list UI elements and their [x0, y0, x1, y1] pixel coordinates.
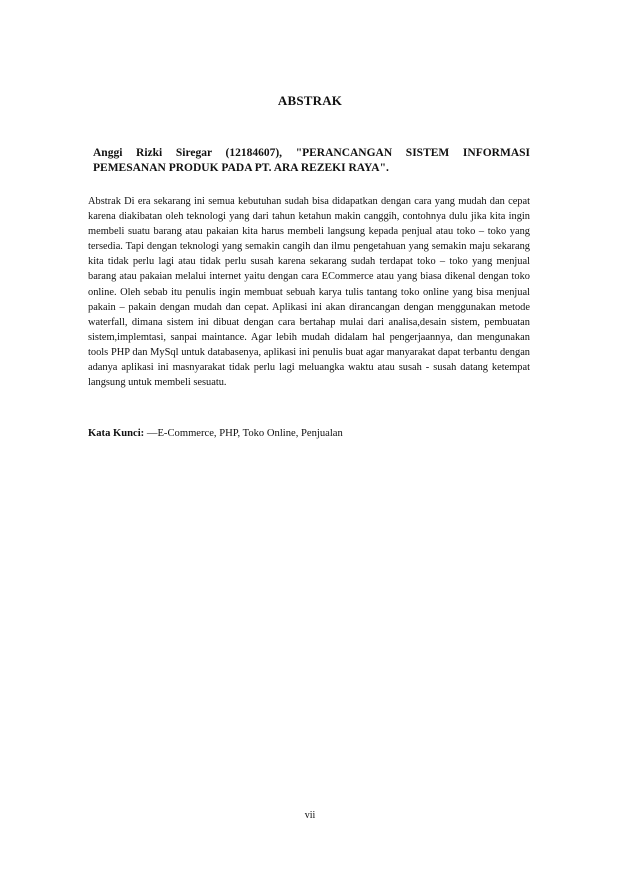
keywords-value: —E-Commerce, PHP, Toko Online, Penjualan [144, 428, 343, 439]
keywords-line [88, 426, 530, 441]
abstract-paragraph: Abstrak Di era sekarang ini semua kebutuhan sudah bisa didapatkan dengan cara yang mudah dan cepat karena diakibatan oleh teknologi yang dari tahun ketahun makin canggih, contohnya dulu jika kita ingin membeli suatu barang atau pakaian kita harus membeli langsung kepada penjual atau toko – toko yang tersedia. Tapi dengan teknologi yang semakin cangih dan ilmu pengetahuan yang semakin maju sekarang kita tidak perlu lagi atau tidak perlu susah karena sekarang sudah terdapat toko – toko yang menjual barang atau pakaian melalui internet yaitu dengan cara ECommerce atau yang biasa dikenal dengan toko online. Oleh sebab itu penulis ingin membuat sebuah karya tulis tantang toko online yang bisa menjual pakain – pakain dengan mudah dan cepat. Aplikasi ini akan dirancangan dengan menggunakan metode waterfall, dimana sistem ini dibuat dengan cara bertahap mulai dari analisa,desain sistem, pembuatan sistem,implemtasi, sanpai maintance. Agar lebih mudah didalam hal pengerjaannya, dan mengunakan tools PHP dan MySql untuk databasenya, aplikasi ini penulis buat agar manyarakat dapat terbantu dengan adanya aplikasi ini masnyarakat tidak perlu lagi meluangka waktu atau susah - susah datang ketempat langsung untuk membeli sesuatu. [88, 196, 530, 389]
thesis-header [93, 146, 530, 176]
page-title: ABSTRAK [277, 93, 343, 108]
keywords-label: Kata Kunci: [88, 428, 145, 439]
thesis-header-line-1: Anggi Rizki Siregar (12184607), "PERANCANGAN SISTEM INFORMASI [93, 147, 530, 159]
page-number: vii [304, 810, 316, 821]
thesis-header-line-2: PEMESANAN PRODUK PADA PT. ARA REZEKI RAYA". [93, 162, 389, 174]
